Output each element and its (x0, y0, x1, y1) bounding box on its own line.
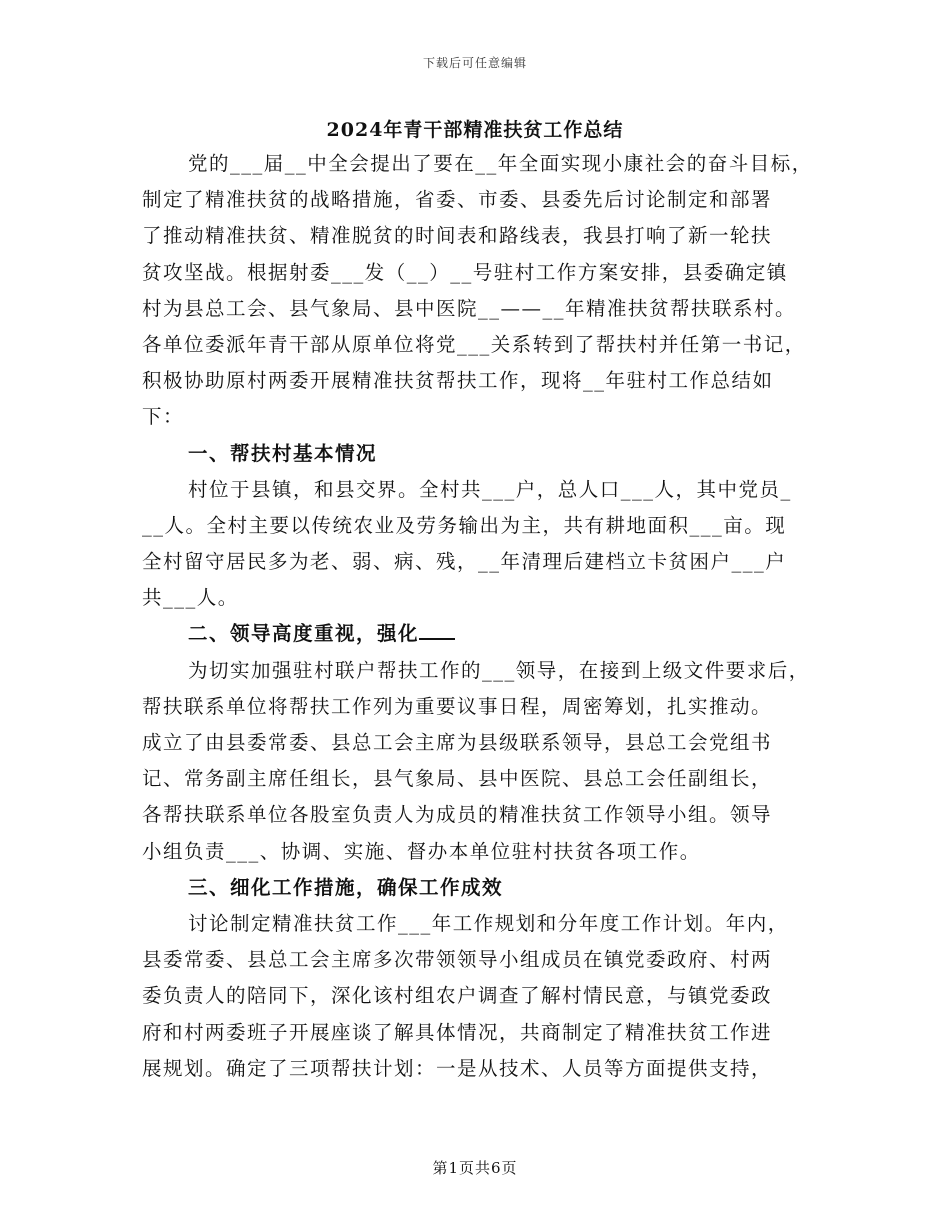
document-title: 2024年青干部精准扶贫工作总结 (326, 119, 624, 141)
body-line: 村位于县镇，和县交界。全村共___户，总人口___人，其中党员_ (188, 477, 792, 501)
body-line: 帮扶联系单位将帮扶工作列为重要议事日程，周密筹划，扎实推动。 (142, 694, 773, 718)
body-line: 各帮扶联系单位各股室负责人为成员的精准扶贫工作领导小组。领导 (142, 803, 773, 827)
body-line: 讨论制定精准扶贫工作___年工作规划和分年度工作计划。年内， (188, 911, 789, 935)
body-line: 积极协助原村两委开展精准扶贫帮扶工作，现将__年驻村工作总结如 (142, 369, 774, 393)
body-line: 府和村两委班子开展座谈了解具体情况，共商制定了精准扶贫工作进 (142, 1020, 773, 1044)
body-line: 共___人。 (142, 586, 239, 610)
document-body (142, 150, 822, 1091)
body-line: 为切实加强驻村联户帮扶工作的___领导，在接到上级文件要求后， (188, 658, 810, 682)
body-line: 村为县总工会、县气象局、县中医院__——__年精准扶贫帮扶联系村。 (142, 296, 797, 320)
section-heading-wrap (142, 620, 822, 656)
section-heading: 三、细化工作措施，确保工作成效 (188, 875, 504, 899)
body-line: 制定了精准扶贫的战略措施，省委、市委、县委先后讨论制定和部署 (142, 188, 773, 212)
body-line: 成立了由县委常委、县总工会主席为县级联系领导，县总工会党组书 (142, 731, 773, 754)
section-heading: 二、领导高度重视，强化 (188, 622, 420, 646)
section-heading: 一、帮扶村基本情况 (188, 441, 378, 465)
body-line: __人。全村主要以传统农业及劳务输出为主，共有耕地面积___亩。现 (142, 513, 787, 537)
body-line: 展规划。确定了三项帮扶计划：一是从技术、人员等方面提供支持， (142, 1056, 773, 1080)
body-line: 小组负责___、协调、实施、督办本单位驻村扶贫各项工作。 (142, 839, 701, 863)
page-indicator: 第1页共6页 (432, 1159, 518, 1177)
body-line: 县委常委、县总工会主席多次带领领导小组成员在镇党委政府、村两 (142, 948, 773, 972)
header-note: 下载后可任意编辑 (422, 56, 527, 70)
body-line: 贫攻坚战。根据射委___发（__）__号驻村工作方案安排，县委确定镇 (142, 260, 788, 284)
body-line: 下： (142, 405, 185, 429)
body-line: 了推动精准扶贫、精准脱贫的时间表和路线表，我县打响了新一轮扶 (142, 224, 773, 248)
heading-blank-underline (419, 620, 455, 640)
body-line: 记、常务副主席任组长，县气象局、县中医院、县总工会任副组长， (142, 767, 773, 791)
body-line: 党的___届__中全会提出了要在__年全面实现小康社会的奋斗目标， (188, 152, 813, 175)
body-line: 全村留守居民多为老、弱、病、残，__年清理后建档立卡贫困户___户 (142, 550, 787, 574)
body-line: 各单位委派年青干部从原单位将党___关系转到了帮扶村并任第一书记， (142, 332, 806, 356)
body-line: 委负责人的陪同下，深化该村组农户调查了解村情民意，与镇党委政 (142, 984, 773, 1008)
